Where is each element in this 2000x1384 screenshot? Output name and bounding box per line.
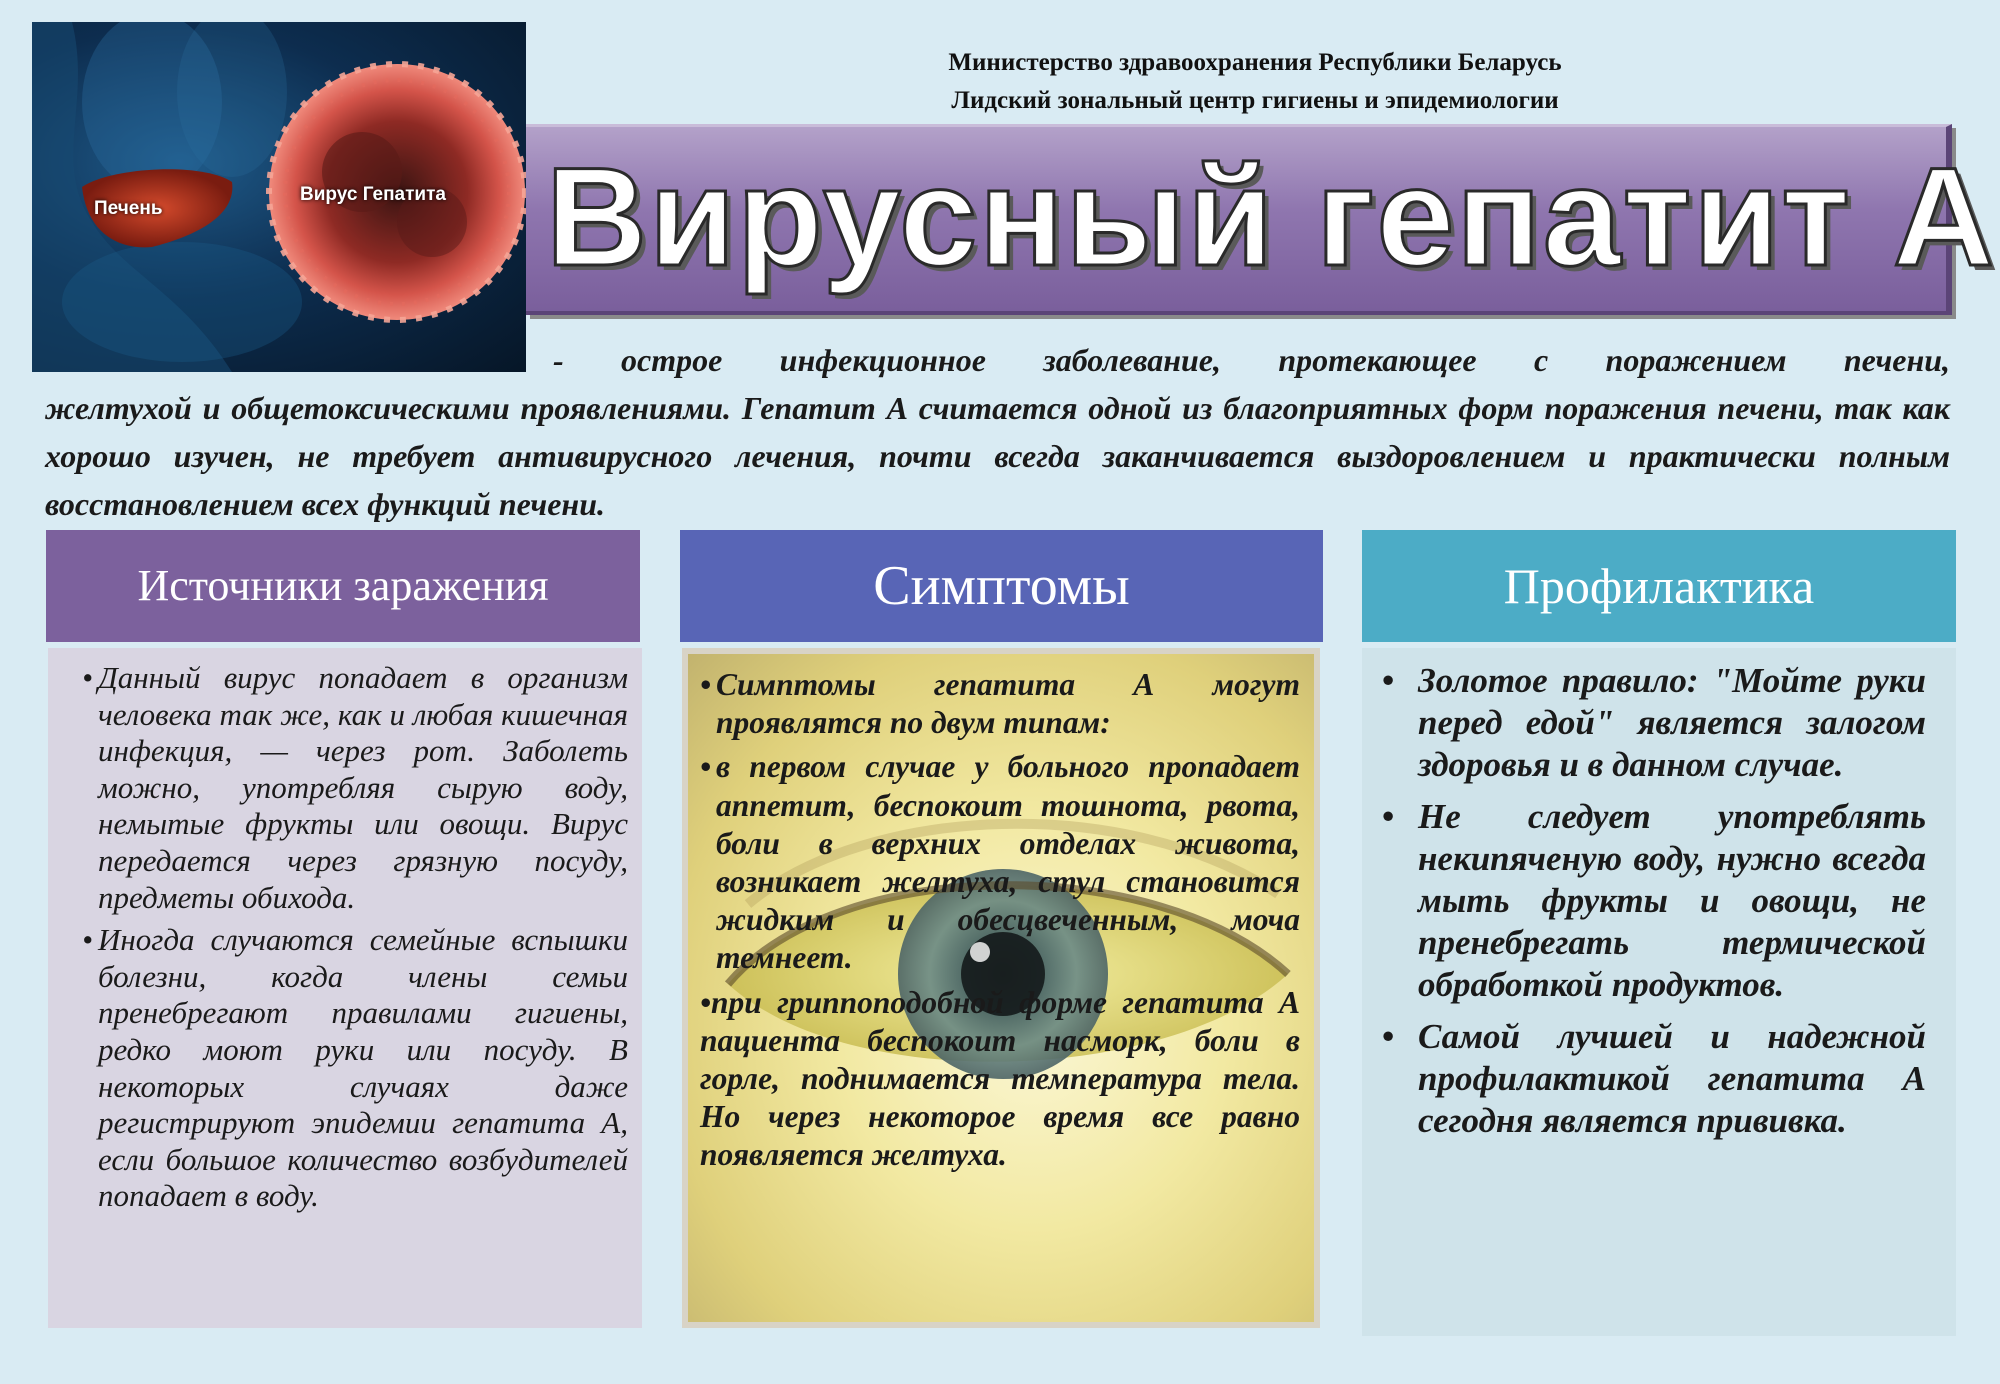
list-item-text: Симптомы гепатита А могут проявлятся по двум типам: — [716, 667, 1300, 741]
list-item-text: в первом случае у больного пропадает аппетит, беспокоит тошнота, рвота, боли в верхних отделах живота, возникает желтуха, стул становится жидким и обесцвеченным, моча темнеет. — [716, 749, 1300, 976]
title-banner — [526, 124, 1996, 315]
symptoms-heading: Симптомы — [680, 530, 1323, 642]
list-item — [700, 984, 1300, 1175]
bullet-icon: • — [82, 660, 93, 695]
sources-panel — [48, 648, 642, 1328]
prevention-panel — [1362, 648, 1956, 1336]
list-item-text: Данный вирус попадает в организм человека так же, как и любая кишечная инфекция, — через рот. Заболеть можно, употребляя сырую воду, немытые фрукты или овощи. Вирус передается через грязную посуду, предметы обихода. — [98, 660, 628, 915]
organization-header — [700, 44, 1810, 120]
list-item-text: Золотое правило: "Мойте руки перед едой" является залогом здоровья и в данном случае. — [1418, 661, 1926, 784]
sources-heading: Источники заражения — [46, 530, 640, 642]
list-item — [700, 748, 1300, 977]
list-item-text: Самой лучшей и надежной профилактикой гепатита А сегодня является прививка. — [1418, 1017, 1926, 1140]
list-item-text: Не следует употреблять некипяченую воду, нужно всегда мыть фрукты и овощи, не пренебрегать термической обработкой продуктов. — [1418, 797, 1926, 1004]
list-item-text: Иногда случаются семейные вспышки болезни, когда члены семьи пренебрегают правилами гигиены, редко моют руки или посуду. В некоторых случаях даже регистрируют эпидемии гепатита А, если большое количество возбудителей попадает в воду. — [98, 922, 628, 1214]
liver-label: Печень — [94, 198, 163, 219]
bullet-icon: • — [1382, 797, 1395, 836]
sources-list — [82, 660, 628, 1221]
list-item — [1378, 1016, 1926, 1142]
symptoms-list — [700, 666, 1300, 1181]
virus-label: Вирус Гепатита — [300, 184, 446, 205]
bullet-icon: • — [700, 984, 712, 1020]
prevention-heading: Профилактика — [1362, 530, 1956, 642]
intro-paragraph — [45, 336, 1950, 528]
list-item-text: при гриппоподобной форме гепатита А пациента беспокоит насморк, боли в горле, поднимается температура тела. Но через некоторое время все равно появляется желтуха. — [700, 984, 1300, 1173]
center-name: Лидский зональный центр гигиены и эпидемиологии — [951, 87, 1559, 114]
ministry-name: Министерство здравоохранения Республики Беларусь — [948, 49, 1562, 76]
liver-virus-image — [32, 22, 526, 372]
list-item — [82, 660, 628, 916]
list-item — [82, 922, 628, 1215]
page-title: Вирусный гепатит А — [546, 138, 1996, 295]
intro-rest: желтухой и общетоксическими проявлениями. Гепатит А считается одной из благоприятных форм поражения печени, так как хорошо изучен, не требует антивирусного лечения, почти всегда заканчивается выздоровлением и практически полным восстановлением всех функций печени. — [45, 390, 1950, 522]
list-item — [1378, 660, 1926, 786]
list-item — [1378, 796, 1926, 1006]
bullet-icon: • — [700, 667, 712, 702]
hepatitis-illustration — [32, 22, 526, 372]
prevention-list — [1378, 660, 1926, 1152]
bullet-icon: • — [1382, 661, 1395, 700]
intro-first-line: - острое инфекционное заболевание, протекающее с поражением печени, — [553, 342, 1950, 378]
bullet-icon: • — [1382, 1017, 1395, 1056]
bullet-icon: • — [82, 922, 93, 958]
bullet-icon: • — [700, 749, 712, 785]
list-item — [700, 666, 1300, 742]
symptoms-panel — [682, 648, 1320, 1328]
